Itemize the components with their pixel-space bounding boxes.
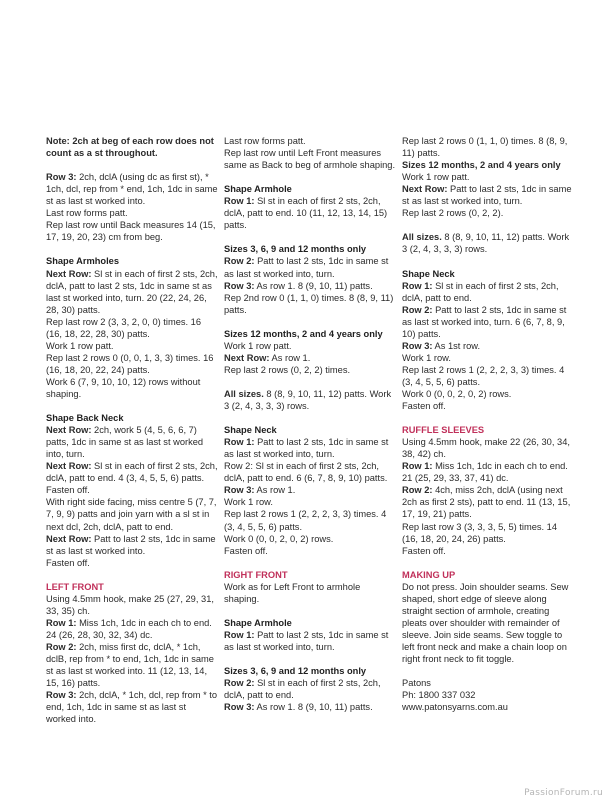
paragraph-text: 2ch, dclA, * 1ch, dcl, rep from * to end, 1ch, 1dc in same st as last st worked into. [46, 690, 218, 725]
paragraph-text: Patt to last 2 sts, 1dc in same st as last st worked into, turn. [224, 629, 389, 652]
section-heading: LEFT FRONT [46, 581, 104, 592]
paragraph [402, 545, 574, 557]
paragraph [402, 207, 574, 219]
paragraph [402, 231, 574, 255]
paragraph-text: With right side facing, miss centre 5 (7, 7, 7, 9, 9) patts and join yarn with a sl st in next dcl, 2ch, dclA, patt to end. [46, 497, 217, 532]
text-block [402, 135, 574, 219]
paragraph-text: Work 1 row patt. [224, 340, 292, 351]
text-block [46, 255, 218, 400]
paragraph [46, 340, 218, 352]
paragraph [224, 135, 396, 147]
paragraph-text: Work 1 row. [224, 497, 273, 508]
bold-label: Next Row: [46, 268, 92, 279]
subsection-heading: Sizes 3, 6, 9 and 12 months only [224, 666, 367, 677]
paragraph [224, 292, 396, 316]
text-block [224, 424, 396, 557]
paragraph [224, 436, 396, 460]
paragraph-text: Rep last 2 rows 0 (1, 1, 0) times. 8 (8, 9, 11) patts. [402, 136, 568, 159]
paragraph-text: Fasten off. [46, 485, 90, 496]
paragraph [224, 545, 396, 557]
text-block [46, 581, 218, 726]
paragraph-text: Rep last row 2 (3, 3, 2, 0, 0) times. 16 (16, 18, 22, 28, 30) patts. [46, 316, 202, 339]
bold-label: Row 2: [402, 304, 433, 315]
section-heading: RIGHT FRONT [224, 569, 288, 580]
text-block [224, 388, 396, 412]
text-block [402, 231, 574, 255]
bold-label: Row 1: [402, 280, 433, 291]
paragraph-text: Rep last row until Left Front measures same as Back to beg of armhole shaping. [224, 148, 396, 171]
paragraph-text: Fasten off. [402, 545, 446, 556]
paragraph-text: Patt to last 2 sts, 1dc in same st as last st worked into. [46, 533, 216, 556]
paragraph [224, 484, 396, 496]
paragraph [402, 581, 574, 665]
paragraph [46, 460, 218, 484]
paragraph [46, 219, 218, 243]
paragraph-text: Miss 1ch, 1dc in each ch to end. 21 (25, 29, 33, 37, 41) dc. [402, 461, 568, 484]
bold-label: Row 2: [224, 678, 255, 689]
paragraph-text: Rep last 2 rows 1 (2, 2, 2, 3, 3) times. 4 (3, 4, 5, 5, 6) patts. [402, 364, 565, 387]
paragraph-text: Patt to last 2 sts, 1dc in same st as last st worked into, turn. [402, 184, 572, 207]
subsection-heading: Shape Back Neck [46, 413, 124, 424]
paragraph [402, 340, 574, 352]
paragraph [224, 508, 396, 532]
paragraph [402, 436, 574, 460]
paragraph-text: Rep last 2 rows 1 (2, 2, 2, 3, 3) times. 4 (3, 4, 5, 5, 6) patts. [224, 509, 387, 532]
paragraph [402, 364, 574, 388]
paragraph-text: Work 6 (7, 9, 10, 10, 12) rows without shaping. [46, 376, 201, 399]
subsection-heading: Shape Armhole [224, 617, 292, 628]
paragraph-text: 2ch, miss first dc, dclA, * 1ch, dclB, rep from * to end, 1ch, 1dc in same st as last st worked into. 11 (12, 13, 14, 15, 16) patts. [46, 641, 214, 689]
paragraph [224, 255, 396, 279]
paragraph [46, 496, 218, 532]
bold-label: All sizes. [402, 232, 442, 243]
bold-label: Row 2: [224, 256, 255, 267]
paragraph [46, 617, 218, 641]
paragraph-text: Rep last 2 rows (0, 2, 2). [402, 208, 504, 219]
paragraph [402, 689, 574, 701]
paragraph-text: Work 1 row patt. [46, 340, 114, 351]
paragraph [46, 135, 218, 159]
text-block [224, 243, 396, 315]
paragraph-text: As row 1. 8 (9, 10, 11) patts. [254, 280, 373, 291]
paragraph-text: As row 1. [254, 485, 296, 496]
paragraph-text: Patt to last 2 sts, 1dc in same st as last st worked into, turn. 6 (6, 7, 8, 9, 10) patts. [402, 304, 567, 339]
paragraph [224, 364, 396, 376]
paragraph-text: Work 1 row. [402, 352, 451, 363]
paragraph-text: Work 1 row patt. [402, 172, 470, 183]
paragraph-text: Sl st in each of first 2 sts, 2ch, dclA, patt to end. [224, 678, 381, 701]
paragraph [224, 496, 396, 508]
paragraph [46, 268, 218, 316]
column-3 [402, 135, 574, 725]
paragraph-text: Sl st in each of first 2 sts, 2ch, dclA, patt to end. 10 (11, 12, 13, 14, 15) patts. [224, 196, 388, 231]
text-block [224, 135, 396, 171]
bold-label: All sizes. [224, 388, 264, 399]
paragraph [224, 280, 396, 292]
paragraph [224, 352, 396, 364]
paragraph-text: Fasten off. [224, 545, 268, 556]
paragraph [402, 521, 574, 545]
paragraph [224, 629, 396, 653]
paragraph-text: Rep last 2 rows (0, 2, 2) times. [224, 364, 351, 375]
paragraph [402, 400, 574, 412]
paragraph-text: 8 (8, 9, 10, 11, 12) patts. Work 3 (2, 4, 3, 3, 3) rows. [224, 388, 392, 412]
paragraph-text: Work 0 (0, 0, 2, 0, 2) rows. [402, 388, 512, 399]
paragraph [46, 376, 218, 400]
text-block [402, 569, 574, 665]
paragraph-text: Last row forms patt. [46, 208, 128, 219]
subsection-heading: Sizes 3, 6, 9 and 12 months only [224, 244, 367, 255]
paragraph-text: As row 1. [269, 352, 311, 363]
paragraph-text: As row 1. 8 (9, 10, 11) patts. [254, 702, 373, 713]
paragraph-text: Work as for Left Front to armhole shaping. [224, 581, 361, 604]
paragraph [402, 352, 574, 364]
paragraph-text: Using 4.5mm hook, make 22 (26, 30, 34, 38, 42) ch. [402, 437, 570, 460]
subsection-heading: Shape Armholes [46, 256, 120, 267]
paragraph [224, 147, 396, 171]
paragraph-text: Sl st in each of first 2 sts, 2ch, dclA, patt to end. 4 (3, 4, 5, 5, 6) patts. [46, 461, 218, 484]
text-block [224, 328, 396, 376]
bold-label: Next Row: [46, 533, 92, 544]
paragraph-text: As 1st row. [432, 340, 481, 351]
text-block [46, 135, 218, 159]
paragraph-text: Sl st in each of first 2 sts, 2ch, dclA, patt to last 2 sts, 1dc in same st as last st worked into, turn. 20 (22, 24, 26, 28, 30) patts. [46, 268, 218, 315]
paragraph-text: Patons [402, 678, 431, 689]
paragraph [402, 460, 574, 484]
paragraph [402, 304, 574, 340]
paragraph [224, 533, 396, 545]
paragraph-text: Do not press. Join shoulder seams. Sew shaped, short edge of sleeve along straight section of armhole, creating pleats over shoulder with remainder of sleeve. Join side seams. Sew toggle to left front neck and make a chain loop on right front neck to fit toggle. [402, 581, 569, 665]
bold-label: Next Row: [224, 352, 270, 363]
paragraph [402, 484, 574, 520]
bold-label: Row 3: [402, 340, 433, 351]
paragraph [224, 677, 396, 701]
paragraph-text: 4ch, miss 2ch, dclA (using next 2ch as first 2 sts), patt to end. 11 (13, 15, 17, 19, 21) patts. [402, 485, 571, 520]
paragraph-text: Fasten off. [402, 401, 446, 412]
paragraph [46, 689, 218, 725]
paragraph [46, 533, 218, 557]
paragraph-text: Rep last row until Back measures 14 (15, 17, 19, 20, 23) cm from beg. [46, 220, 216, 243]
bold-label: Note: 2ch at beg of each row does not count as a st throughout. [46, 136, 214, 159]
paragraph [402, 701, 574, 713]
text-block [224, 617, 396, 653]
subsection-heading: Shape Neck [402, 268, 455, 279]
paragraph-text: Miss 1ch, 1dc in each ch to end. 24 (26, 28, 30, 32, 34) dc. [46, 617, 212, 640]
paragraph [46, 641, 218, 689]
paragraph-text: Last row forms patt. [224, 136, 306, 146]
text-block [46, 412, 218, 569]
paragraph [402, 159, 574, 171]
paragraph [46, 171, 218, 207]
column-2 [224, 135, 396, 725]
subsection-heading: Sizes 12 months, 2 and 4 years only [224, 328, 383, 339]
text-block [224, 569, 396, 605]
text-block [224, 665, 396, 713]
bold-label: Row 2: [402, 485, 433, 496]
paragraph-text: Rep last row 3 (3, 3, 3, 5, 5) times. 14 (16, 18, 20, 24, 26) patts. [402, 521, 558, 544]
subsection-heading: Shape Neck [224, 425, 277, 436]
bold-label: Sizes 12 months, 2 and 4 years only [402, 160, 561, 171]
paragraph [46, 424, 218, 460]
paragraph-text: Fasten off. [46, 557, 90, 568]
bold-label: Row 1: [224, 437, 255, 448]
paragraph [224, 195, 396, 231]
paragraph [402, 280, 574, 304]
paragraph [46, 484, 218, 496]
paragraph-text: Work 0 (0, 0, 2, 0, 2) rows. [224, 533, 334, 544]
paragraph [46, 593, 218, 617]
section-heading: RUFFLE SLEEVES [402, 425, 485, 436]
paragraph [46, 352, 218, 376]
paragraph [402, 171, 574, 183]
paragraph [224, 460, 396, 484]
paragraph-text: Rep last 2 rows 0 (0, 0, 1, 3, 3) times. 16 (16, 18, 20, 22, 24) patts. [46, 352, 214, 375]
paragraph [46, 316, 218, 340]
paragraph [224, 388, 396, 412]
bold-label: Next Row: [402, 184, 448, 195]
paragraph [46, 557, 218, 569]
paragraph-text: Patt to last 2 sts, 1dc in same st as last st worked into, turn. [224, 437, 389, 460]
bold-label: Row 2: [46, 641, 77, 652]
paragraph [224, 581, 396, 605]
paragraph [224, 701, 396, 713]
paragraph-text: www.patonsyarns.com.au [402, 702, 508, 713]
text-block [402, 424, 574, 557]
paragraph-text: Using 4.5mm hook, make 25 (27, 29, 31, 33, 35) ch. [46, 593, 214, 616]
bold-label: Row 3: [224, 485, 255, 496]
bold-label: Row 3: [46, 690, 77, 701]
paragraph-text: Ph: 1800 337 032 [402, 690, 476, 701]
paragraph [224, 340, 396, 352]
paragraph-text: Rep 2nd row 0 (1, 1, 0) times. 8 (8, 9, 11) patts. [224, 292, 394, 315]
paragraph [46, 207, 218, 219]
bold-label: Row 1: [224, 196, 255, 207]
bold-label: Row 1: [402, 461, 433, 472]
subsection-heading: Shape Armhole [224, 184, 292, 195]
text-block [402, 677, 574, 713]
text-block [224, 183, 396, 231]
paragraph-text: 8 (8, 9, 10, 11, 12) patts. Work 3 (2, 4, 3, 3, 3) rows. [402, 232, 570, 255]
bold-label: Row 3: [224, 280, 255, 291]
section-heading: MAKING UP [402, 569, 456, 580]
paragraph-text: Row 2: Sl st in each of first 2 sts, 2ch, dclA, patt to end. 6 (6, 7, 8, 9, 10) patts. [224, 461, 388, 484]
paragraph-text: Patt to last 2 sts, 1dc in same st as last st worked into, turn. [224, 256, 389, 279]
paragraph [402, 135, 574, 159]
bold-label: Row 3: [46, 172, 77, 183]
text-block [46, 171, 218, 243]
paragraph-text: Sl st in each of first 2 sts, 2ch, dclA, patt to end. [402, 280, 559, 303]
bold-label: Row 3: [224, 702, 255, 713]
bold-label: Next Row: [46, 425, 92, 436]
paragraph-text: 2ch, dclA (using dc as first st), * 1ch, dcl, rep from * end, 1ch, 1dc in same st as last st worked into. [46, 172, 218, 207]
watermark: PassionForum.ru [524, 788, 603, 798]
paragraph-text: 2ch, work 5 (4, 5, 6, 6, 7) patts, 1dc in same st as last st worked into, turn. [46, 425, 204, 460]
paragraph [402, 388, 574, 400]
paragraph [402, 677, 574, 689]
column-1 [46, 135, 218, 737]
bold-label: Row 1: [224, 629, 255, 640]
paragraph [402, 183, 574, 207]
bold-label: Next Row: [46, 461, 92, 472]
bold-label: Row 1: [46, 617, 77, 628]
text-block [402, 268, 574, 413]
